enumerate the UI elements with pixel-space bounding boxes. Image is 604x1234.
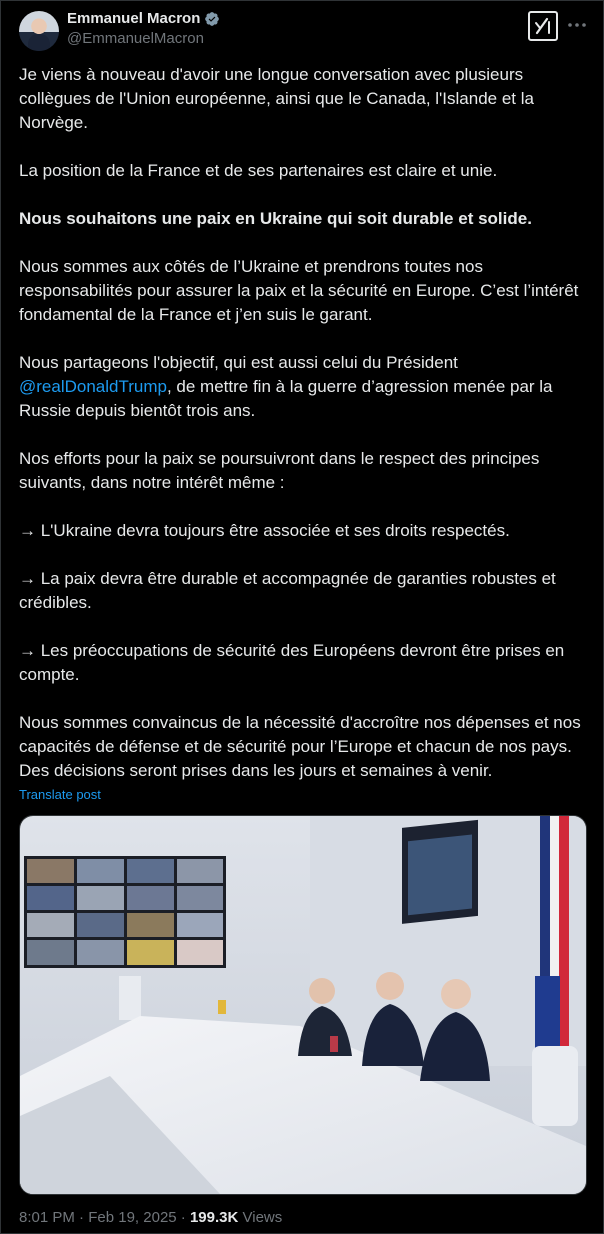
post-meta — [19, 1209, 282, 1226]
post-paragraph: Nous sommes aux côtés de l’Ukraine et prendrons toutes nos responsabilités pour assurer la paix et la sécurité en Europe. C’est l’intérêt fondamental de la France et j’en suis le garant. — [19, 257, 579, 324]
post-paragraph: Nous sommes convaincus de la nécessité d'accroître nos dépenses et nos capacités de défense et de sécurité pour l’Europe et chacun de nos pays. Des décisions seront prises dans les jours et semaines à venir. — [19, 713, 581, 780]
text-span: Nous partageons l'objectif, qui est aussi celui du Président — [19, 353, 458, 372]
post-paragraph-bold — [19, 207, 589, 231]
views-label: Views — [242, 1209, 283, 1226]
post-text — [19, 63, 589, 783]
author-name[interactable]: Emmanuel Macron — [67, 10, 201, 27]
meta-separator: · — [79, 1209, 89, 1226]
views-count[interactable]: 199.3K — [189, 1209, 239, 1226]
post-paragraph: → La paix devra être durable et accompagnée de garanties robustes et crédibles. — [19, 569, 556, 612]
text-span: , de mettre fin à la guerre d’agression menée par la Russie depuis bientôt trois ans. — [19, 377, 553, 420]
post-date[interactable]: Feb 19, 2025 — [88, 1209, 177, 1226]
author-handle[interactable]: @EmmanuelMacron — [67, 30, 204, 47]
post-paragraph: Je viens à nouveau d'avoir une longue conversation avec plusieurs collègues de l'Union européenne, ainsi que le Canada, l'Islande et la Norvège. — [19, 65, 534, 132]
translate-post-link[interactable]: Translate post — [19, 787, 101, 802]
post-paragraph: → L'Ukraine devra toujours être associée et ses droits respectés. — [19, 521, 510, 540]
verified-badge-icon — [204, 11, 220, 27]
meeting-photo — [20, 816, 586, 1194]
bold-text: Nous souhaitons une paix en Ukraine qui soit durable et solide. — [19, 209, 532, 228]
post-time[interactable]: 8:01 PM — [19, 1209, 75, 1226]
post-header — [19, 9, 589, 53]
meta-separator-dot: · — [180, 1209, 186, 1226]
post-paragraph: Nos efforts pour la paix se poursuivront dans le respect des principes suivants, dans notre intérêt même : — [19, 449, 540, 492]
mention-link[interactable]: @realDonaldTrump — [19, 377, 167, 396]
post-image[interactable] — [19, 815, 587, 1195]
post-paragraph: → Les préoccupations de sécurité des Européens devront être prises en compte. — [19, 641, 565, 684]
post-paragraph-with-mention — [19, 351, 589, 423]
avatar[interactable] — [19, 11, 59, 51]
grok-icon[interactable] — [528, 11, 558, 41]
post-paragraph: La position de la France et de ses partenaires est claire et unie. — [19, 161, 498, 180]
author-name-row — [67, 10, 220, 27]
grok-glyph — [530, 13, 556, 39]
more-options-icon[interactable] — [567, 13, 587, 37]
